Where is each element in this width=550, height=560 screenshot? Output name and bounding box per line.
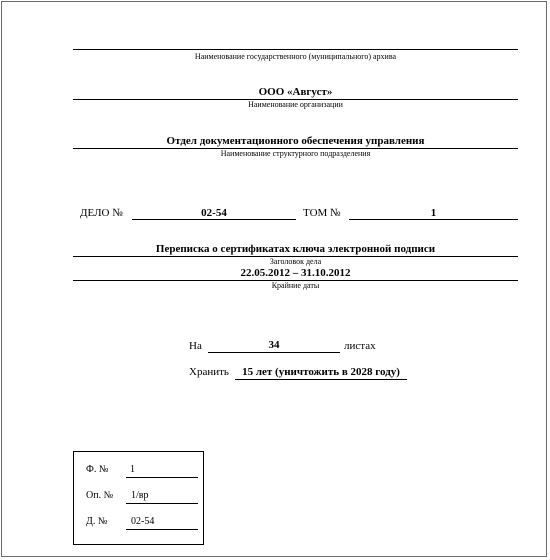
sheets-count-line (208, 352, 340, 353)
extreme-dates-caption: Крайние даты (271, 281, 320, 290)
storage-term-line (235, 379, 407, 380)
department-caption: Наименование структурного подразделения (220, 149, 371, 158)
organization-name: ООО «Август» (258, 86, 333, 98)
delo-label: ДЕЛО № (80, 207, 123, 219)
case-heading: Переписка о сертификатах ключа электронной подписи (155, 243, 436, 255)
delo-stamp-label: Д. № (86, 516, 108, 527)
organization-caption: Наименование организации (248, 100, 343, 109)
delo-stamp-line (126, 529, 198, 530)
delo-stamp-number: 02-54 (131, 516, 155, 527)
opis-line (126, 503, 198, 504)
sheets-suffix: листах (344, 340, 376, 352)
archive-name-caption: Наименование государственного (муниципального) архива (194, 52, 397, 61)
archive-stamp-box (73, 451, 204, 545)
fond-label: Ф. № (86, 464, 109, 475)
storage-term: 15 лет (уничтожить в 2028 году) (242, 366, 400, 378)
storage-label: Хранить (189, 366, 229, 378)
opis-number: 1/вр (131, 490, 149, 501)
tom-number-line (349, 219, 518, 220)
tom-number: 1 (430, 207, 437, 219)
case-cover-page (1, 1, 547, 557)
department-name: Отдел документационного обеспечения управления (166, 135, 425, 147)
tom-label: ТОМ № (303, 207, 341, 219)
archive-name-line (73, 49, 518, 50)
delo-number-line (132, 219, 296, 220)
fond-number: 1 (130, 464, 135, 475)
delo-number: 02-54 (201, 207, 227, 219)
extreme-dates: 22.05.2012 – 31.10.2012 (240, 267, 351, 279)
case-heading-caption: Заголовок дела (269, 257, 322, 266)
sheets-count: 34 (268, 339, 280, 351)
opis-label: Оп. № (86, 490, 114, 501)
fond-line (126, 477, 198, 478)
sheets-prefix: На (189, 340, 202, 352)
